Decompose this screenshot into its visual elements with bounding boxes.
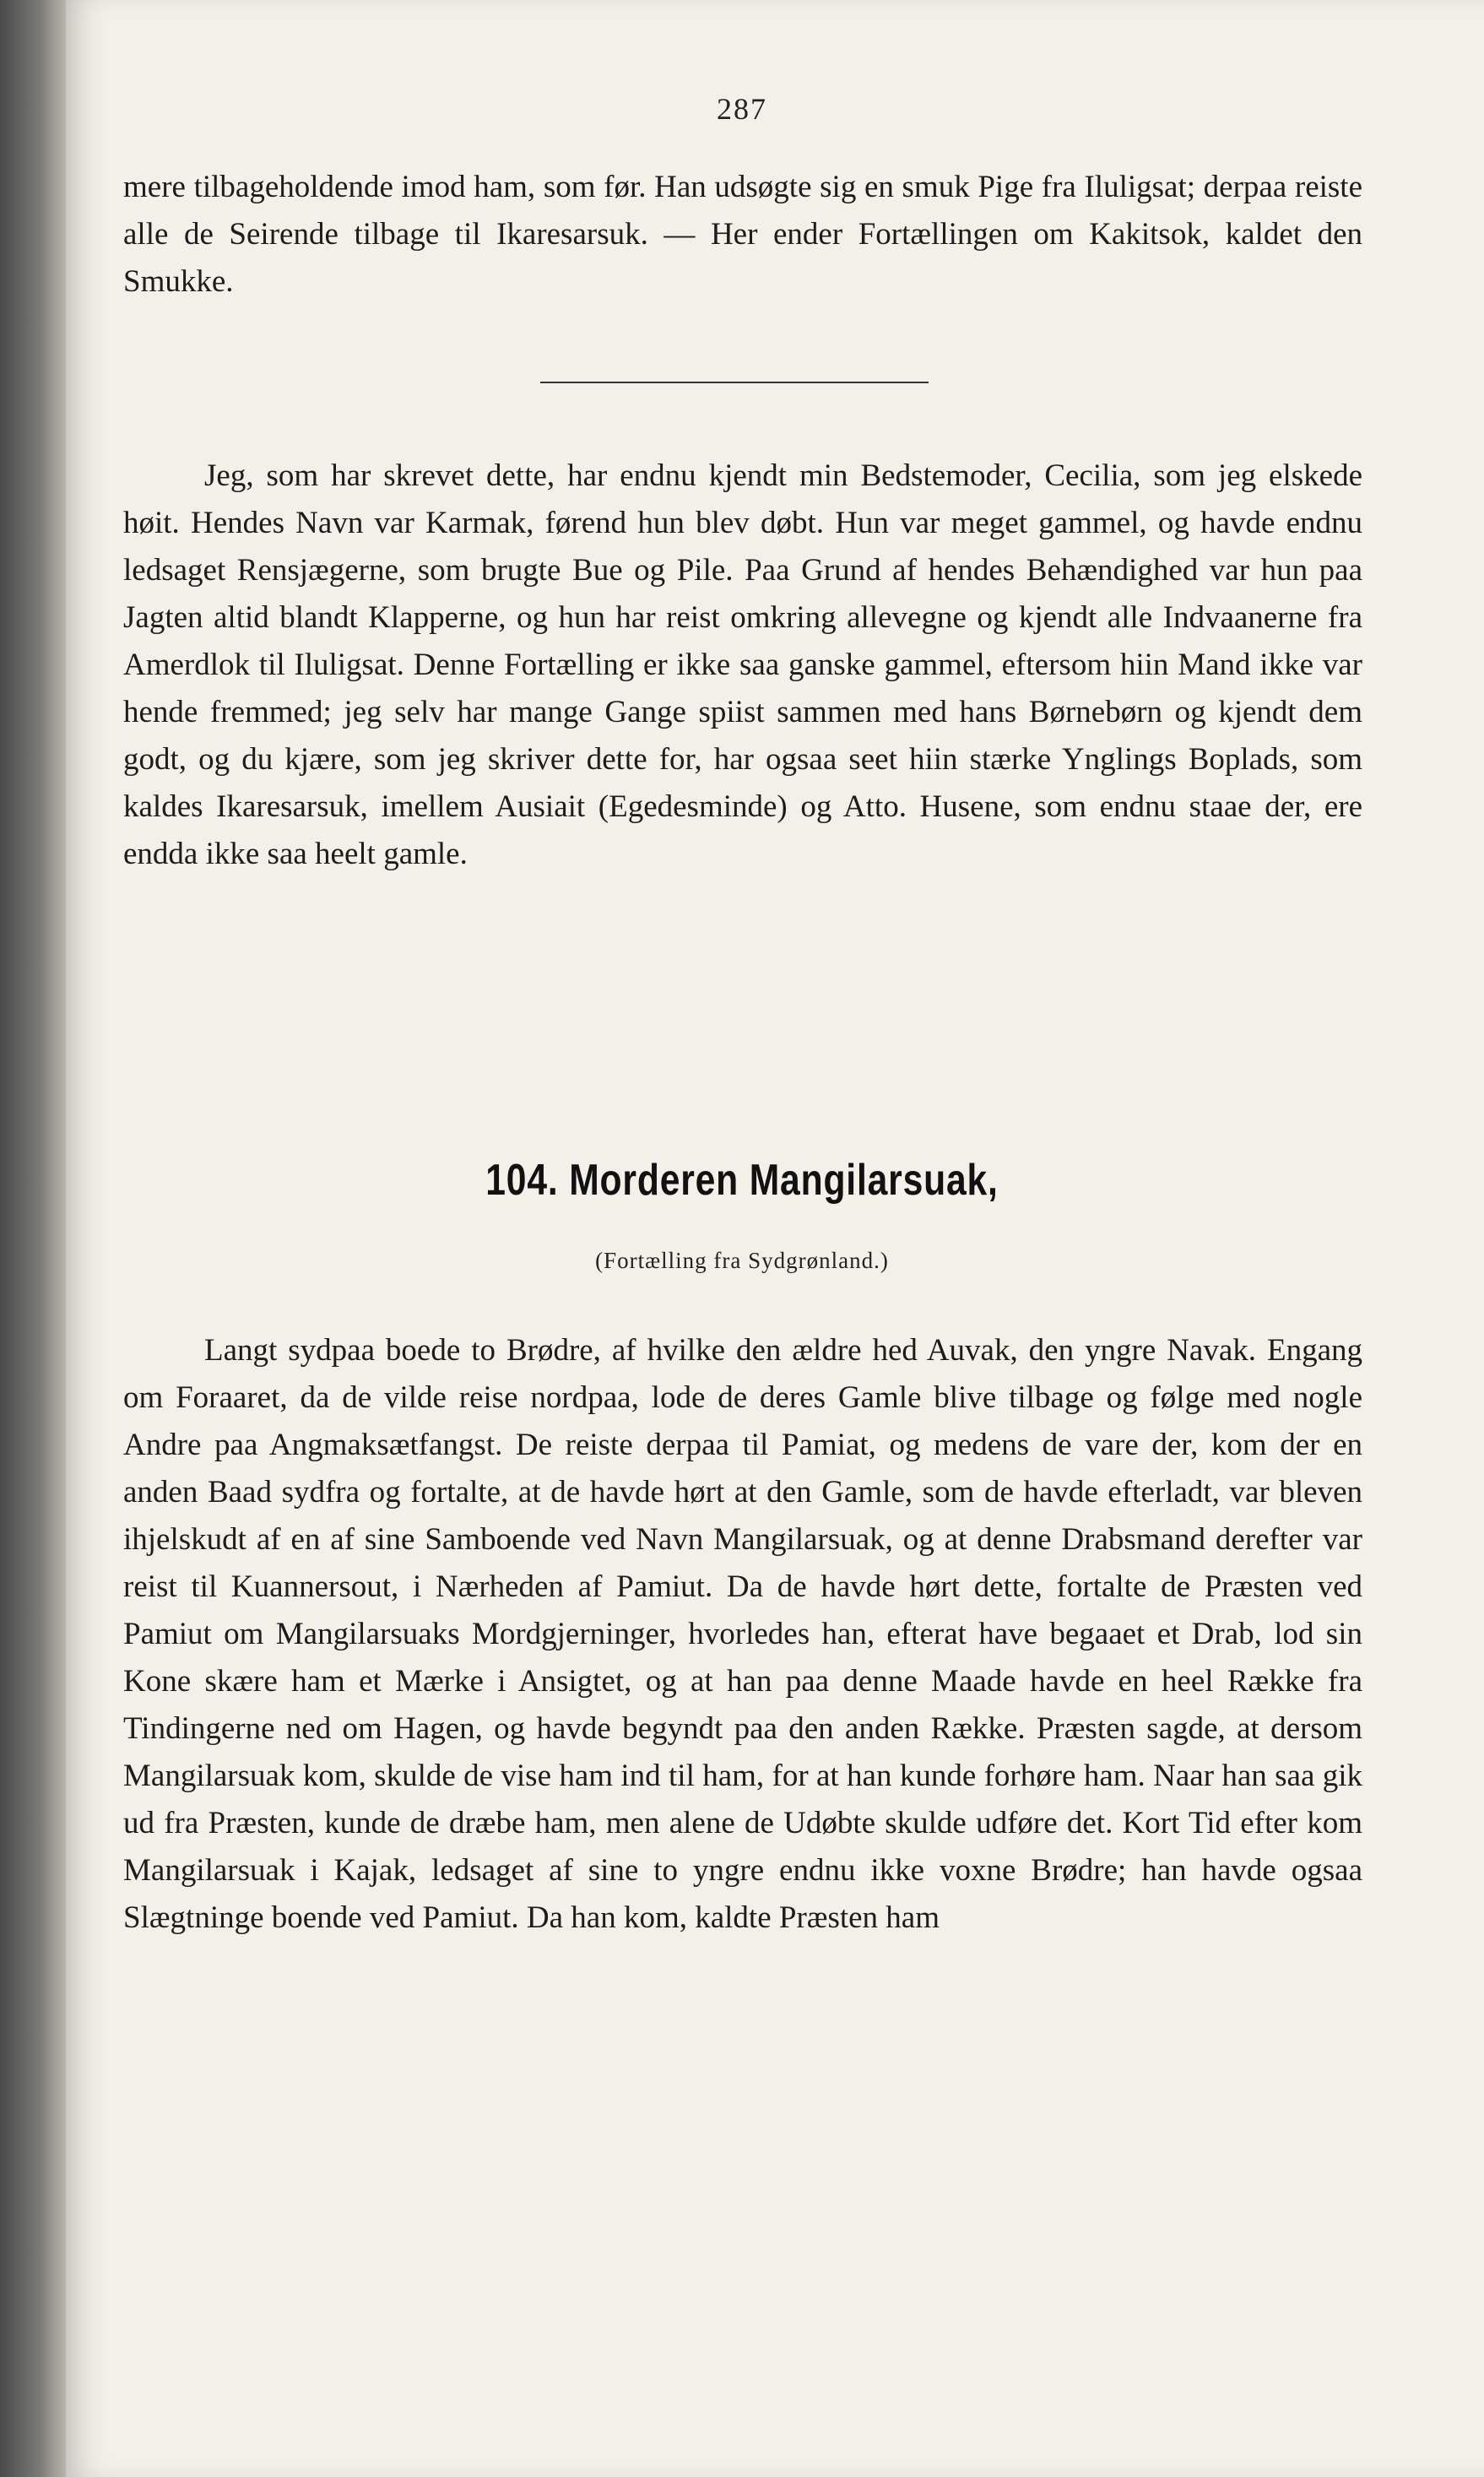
scan-left-edge: [0, 0, 66, 2477]
page-number: 287: [717, 92, 767, 126]
section-divider: [540, 382, 929, 383]
paragraph-author-note: Jeg, som har skrevet dette, har endnu kjendt min Bedstemoder, Cecilia, som jeg elskede høit. Hendes Navn var Karmak, førend hun blev døbt. Hun var meget gammel, og havde endnu ledsaget Rensjægerne, som brugte Bue og Pile. Paa Grund af hendes Behændighed var hun paa Jagten altid blandt Klapperne, og hun har reist omkring allevegne og kjendt alle Indvaanerne fra Amerdlok til Iluligsat. Denne Fortælling er ikke saa ganske gammel, eftersom hiin Mand ikke var hende fremmed; jeg selv har mange Gange spiist sammen med hans Børnebørn og kjendt dem godt, og du kjære, som jeg skriver dette for, har ogsaa seet hiin stærke Ynglings Boplads, som kaldes Ikaresarsuk, imellem Ausiait (Egedesminde) og Atto. Husene, som endnu staae der, ere endda ikke saa heelt gamle.: [123, 458, 1362, 871]
chapter-heading: 104. Morderen Mangilarsuak,: [485, 1156, 999, 1205]
paragraph-continued: mere tilbageholdende imod ham, som før. Han udsøgte sig en smuk Pige fra Iluligsat; derpaa reiste alle de Seirende tilbage til Ikaresarsuk. — Her ender Fortællingen om Kakitsok, kaldet den Smukke.: [123, 170, 1362, 299]
book-page: [66, 0, 1484, 2477]
chapter-subheading: (Fortælling fra Sydgrønland.): [595, 1248, 889, 1273]
paragraph-story: Langt sydpaa boede to Brødre, af hvilke den ældre hed Auvak, den yngre Navak. Engang om Foraaret, da de vilde reise nordpaa, lode de deres Gamle blive tilbage og følge med nogle Andre paa Angmaksætfangst. De reiste derpaa til Pamiat, og medens de vare der, kom der en anden Baad sydfra og fortalte, at de havde hørt at den Gamle, som de havde efterladt, var bleven ihjelskudt af en af sine Samboende ved Navn Mangilarsuak, og at denne Drabsmand derefter var reist til Kuannersout, i Nærheden af Pamiut. Da de havde hørt dette, fortalte de Præsten ved Pamiut om Mangilarsuaks Mordgjerninger, hvorledes han, efterat have begaaet et Drab, lod sin Kone skære ham et Mærke i Ansigtet, og at han paa denne Maade havde en heel Række fra Tindingerne ned om Hagen, og havde begyndt paa den anden Række. Præsten sagde, at dersom Mangilarsuak kom, skulde de vise ham ind til ham, for at han kunde forhøre ham. Naar han saa gik ud fra Præsten, kunde de dræbe ham, men alene de Udøbte skulde udføre det. Kort Tid efter kom Mangilarsuak i Kajak, ledsaget af sine to yngre endnu ikke voxne Brødre; han havde ogsaa Slægtninge boende ved Pamiut. Da han kom, kaldte Præsten ham: [123, 1333, 1362, 1935]
